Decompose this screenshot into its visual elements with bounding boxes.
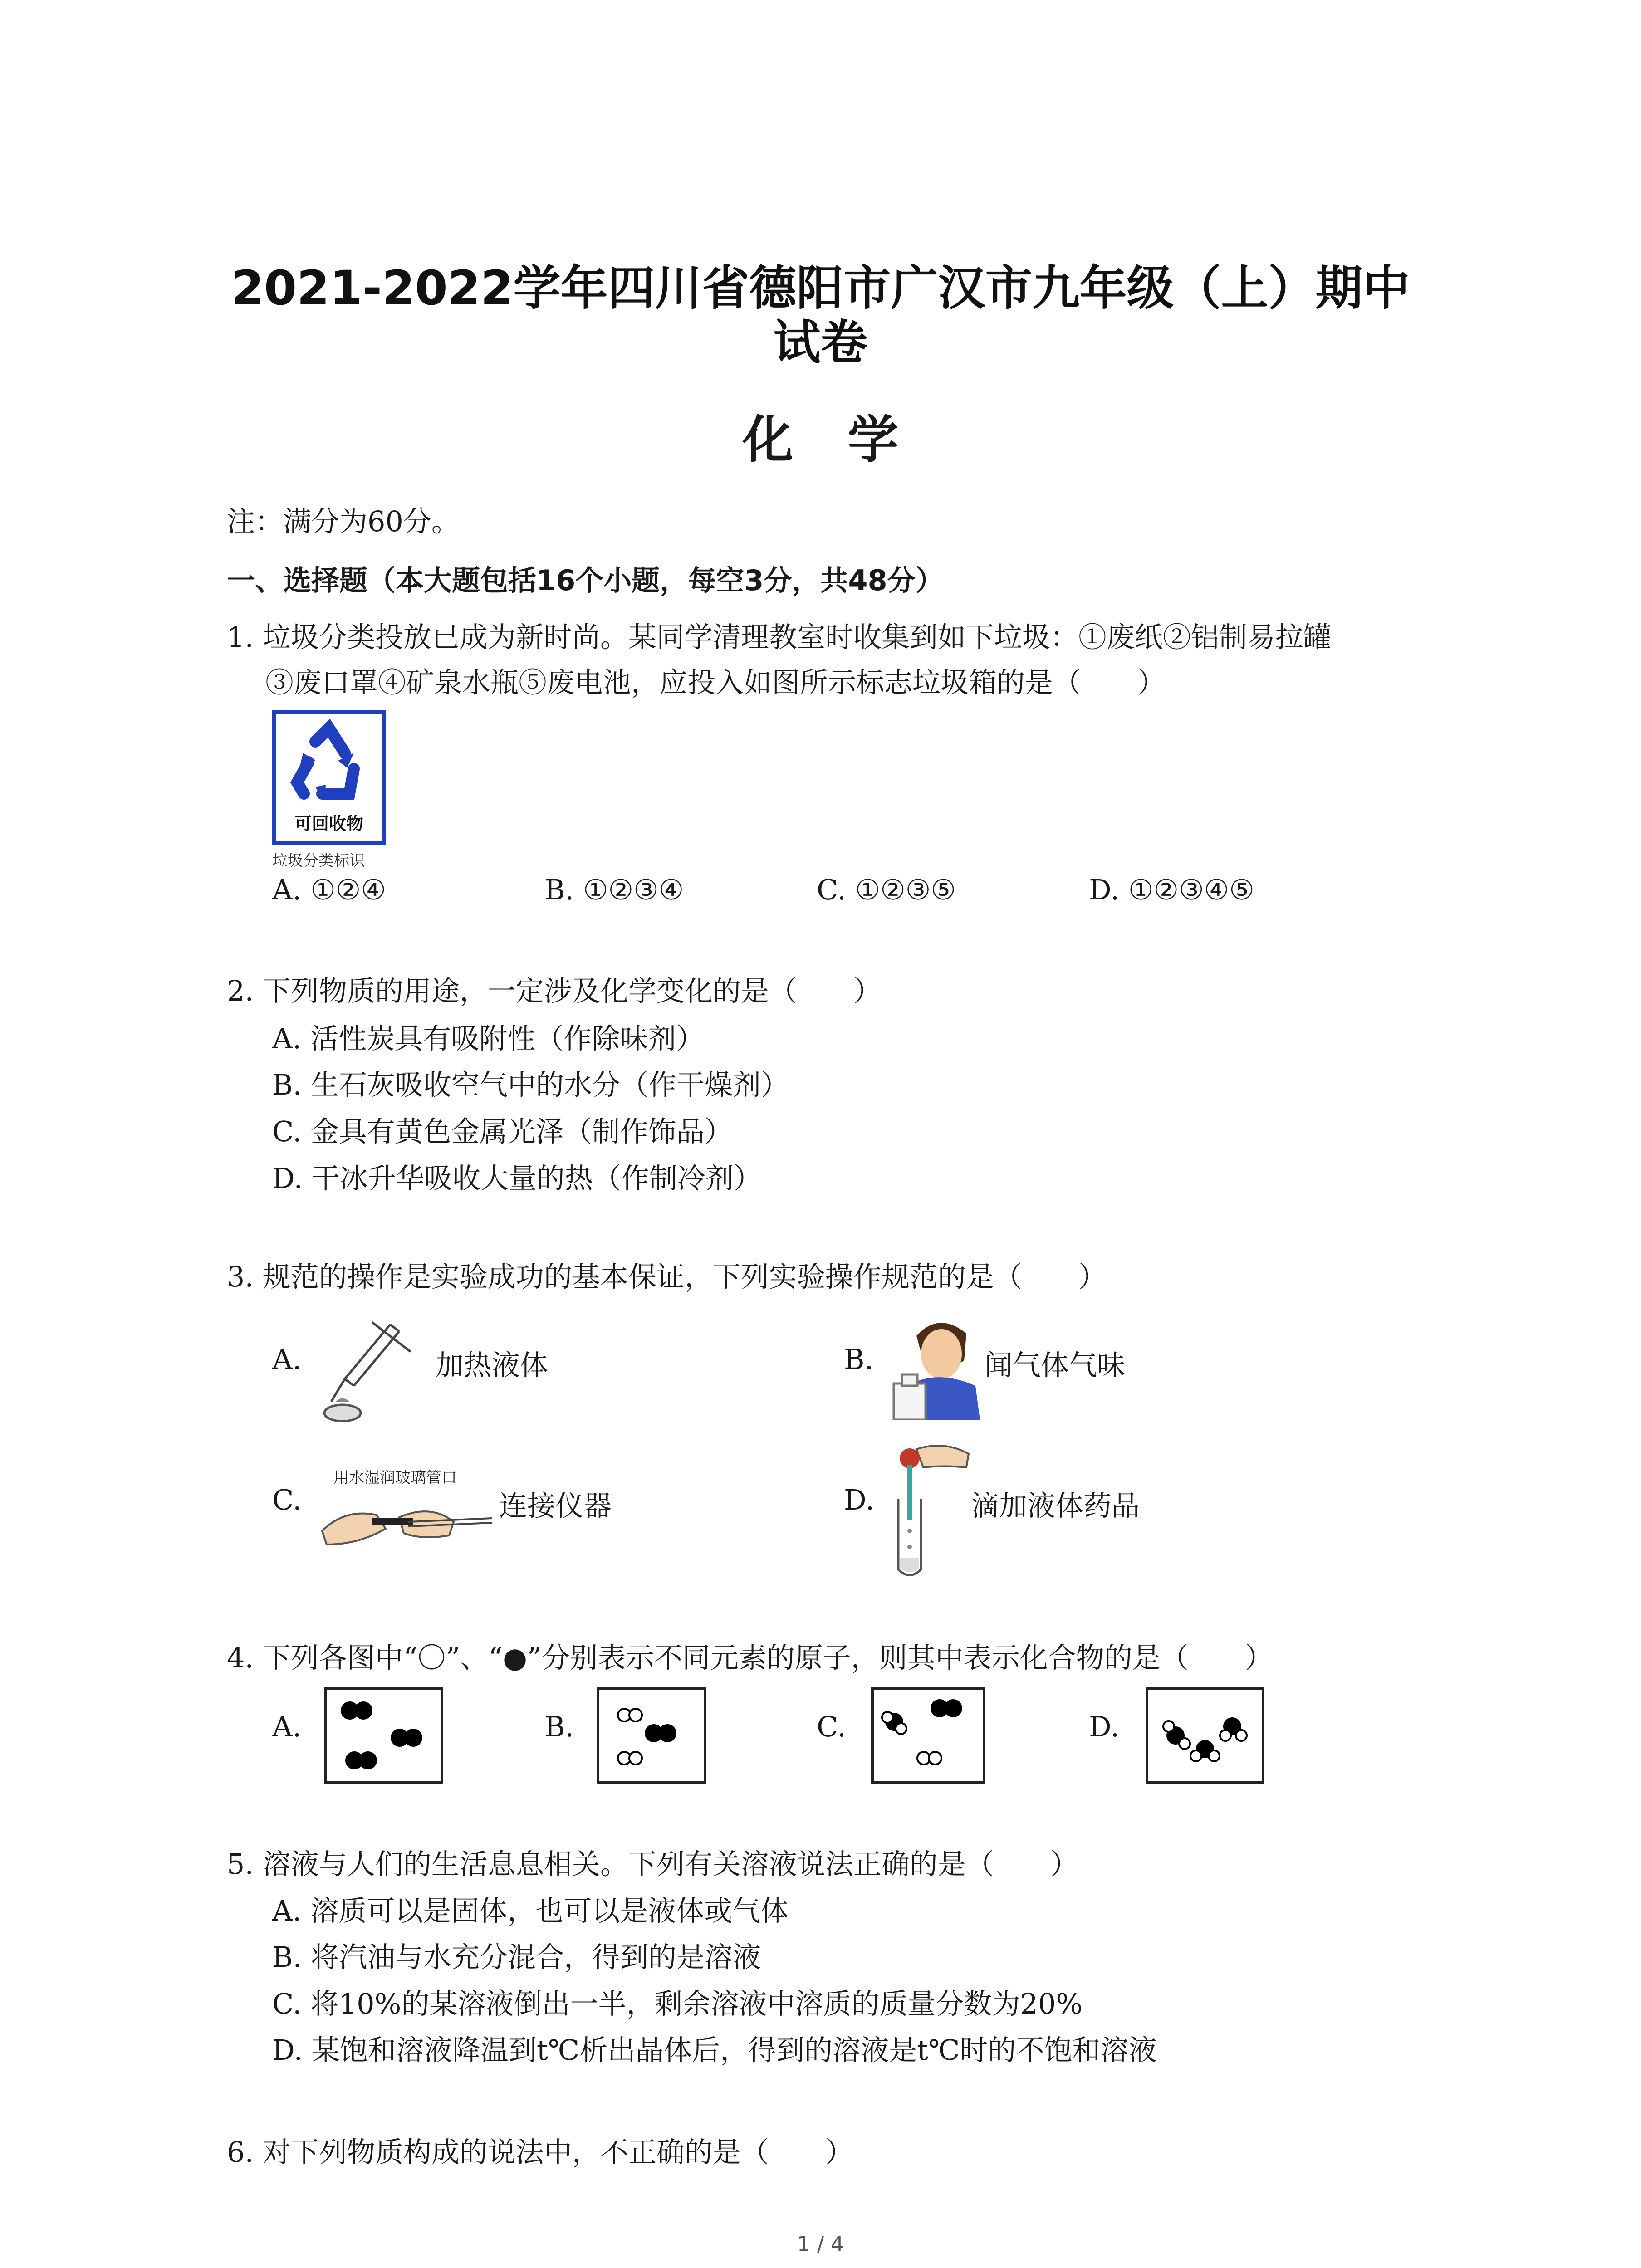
q3-option-c-text: 连接仪器 <box>499 1489 612 1522</box>
q3-option-b-text: 闻气体气味 <box>985 1349 1126 1382</box>
molecule-diagram-b <box>599 1690 704 1781</box>
q1-option-b: B. ①②③④ <box>544 873 684 906</box>
q5-option-c: C. 将10%的某溶液倒出一半，剩余溶液中溶质的质量分数为20% <box>272 1987 1083 2020</box>
q3-stem: 3. 规范的操作是实验成功的基本保证，下列实验操作规范的是（ ） <box>227 1260 1107 1293</box>
q4-stem: 4. 下列各图中“〇”、“●”分别表示不同元素的原子，则其中表示化合物的是（ ） <box>227 1641 1273 1674</box>
recycle-sign-label: 可回收物 <box>294 814 363 834</box>
q3-option-c-image-caption: 用水湿润玻璃管口 <box>333 1469 457 1487</box>
q2-option-b: B. 生石灰吸收空气中的水分（作干燥剂） <box>272 1068 789 1101</box>
q1-option-d: D. ①②③④⑤ <box>1089 873 1254 906</box>
q3-option-d-text: 滴加液体药品 <box>971 1489 1140 1522</box>
q4-option-d-diagram <box>1146 1687 1264 1784</box>
dropping-liquid-image <box>889 1440 971 1581</box>
heating-liquid-image <box>318 1311 417 1424</box>
q3-option-c-letter: C. <box>272 1483 302 1516</box>
q4-option-b-letter: B. <box>544 1710 574 1743</box>
q1-stem-line1: 1. 垃圾分类投放已成为新时尚。某同学清理教室时收集到如下垃圾：①废纸②铝制易拉罐 <box>227 621 1332 654</box>
q4-option-d-letter: D. <box>1089 1710 1120 1743</box>
q4-option-c-letter: C. <box>817 1710 846 1743</box>
person-smelling-icon <box>889 1311 985 1420</box>
q5-option-a: A. 溶质可以是固体，也可以是液体或气体 <box>272 1894 789 1927</box>
q1-stem-line2: ③废口罩④矿泉水瓶⑤废电池，应投入如图所示标志垃圾箱的是（ ） <box>265 666 1166 699</box>
page-number: 1 / 4 <box>797 2232 844 2256</box>
q3-option-d-letter: D. <box>844 1483 875 1516</box>
recycle-sign <box>272 710 386 846</box>
q3-option-a-text: 加热液体 <box>436 1349 549 1382</box>
molecule-diagram-c <box>874 1690 983 1781</box>
title-line-1: 2021-2022学年四川省德阳市广汉市九年级（上）期中 <box>231 260 1410 316</box>
title-line-2: 试卷 <box>773 315 868 370</box>
q5-option-b: B. 将汽油与水充分混合，得到的是溶液 <box>272 1941 761 1974</box>
q4-option-a-letter: A. <box>272 1710 302 1743</box>
q4-option-c-diagram <box>871 1687 985 1784</box>
q4-option-b-diagram <box>597 1687 706 1784</box>
test-tube-heating-icon <box>318 1311 417 1424</box>
q5-option-d: D. 某饱和溶液降温到t℃析出晶体后，得到的溶液是t℃时的不饱和溶液 <box>272 2033 1157 2067</box>
q2-option-d: D. 干冰升华吸收大量的热（作制冷剂） <box>272 1162 762 1195</box>
q3-option-b-letter: B. <box>844 1343 874 1376</box>
subject-heading: 化学 <box>742 411 953 469</box>
q4-option-a-diagram <box>324 1687 443 1784</box>
connecting-apparatus-image <box>318 1490 495 1554</box>
q2-stem: 2. 下列物质的用途，一定涉及化学变化的是（ ） <box>227 974 882 1007</box>
molecule-diagram-a <box>327 1690 441 1781</box>
hands-connecting-tube-icon <box>318 1490 495 1554</box>
q2-option-c: C. 金具有黄色金属光泽（制作饰品） <box>272 1115 733 1148</box>
q1-option-a: A. ①②④ <box>272 873 386 906</box>
q2-option-a: A. 活性炭具有吸附性（作除味剂） <box>272 1022 705 1055</box>
molecule-diagram-d <box>1148 1690 1262 1781</box>
q5-stem: 5. 溶液与人们的生活息息相关。下列有关溶液说法正确的是（ ） <box>227 1848 1078 1881</box>
q3-option-a-letter: A. <box>272 1343 302 1376</box>
recycle-sign-caption: 垃圾分类标识 <box>272 852 365 870</box>
q6-stem: 6. 对下列物质构成的说法中，不正确的是（ ） <box>227 2136 853 2169</box>
q1-option-c: C. ①②③⑤ <box>817 873 956 906</box>
smelling-gas-image <box>889 1311 985 1420</box>
section-heading: 一、选择题（本大题包括16个小题，每空3分，共48分） <box>227 564 944 597</box>
score-note: 注：满分为60分。 <box>227 505 460 538</box>
dropper-test-tube-icon <box>889 1440 971 1581</box>
